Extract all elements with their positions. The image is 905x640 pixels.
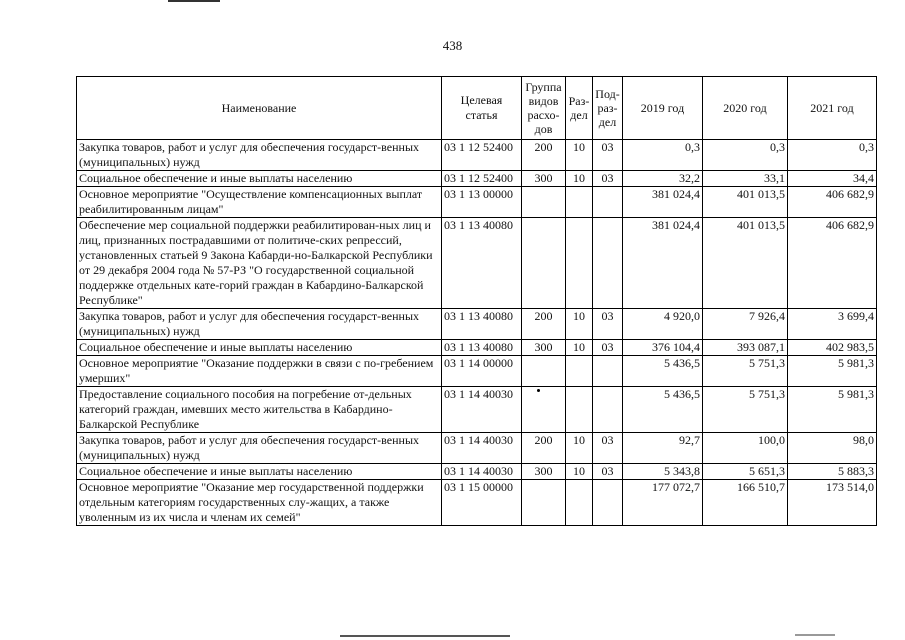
- row-subsection: [593, 356, 623, 387]
- row-code: 03 1 13 40080: [442, 309, 522, 340]
- row-code: 03 1 14 40030: [442, 433, 522, 464]
- row-2019: 376 104,4: [623, 340, 703, 356]
- table-row: [77, 356, 877, 387]
- row-name: Социальное обеспечение и иные выплаты населению: [77, 171, 442, 187]
- row-2019: 381 024,4: [623, 218, 703, 309]
- row-name: Социальное обеспечение и иные выплаты населению: [77, 464, 442, 480]
- row-code: 03 1 15 00000: [442, 480, 522, 526]
- row-2020: 401 013,5: [703, 187, 788, 218]
- row-2019: 4 920,0: [623, 309, 703, 340]
- scan-artifact-bottom: [340, 635, 510, 637]
- table-row: [77, 140, 877, 171]
- row-2021: 34,4: [788, 171, 877, 187]
- row-group: [522, 187, 566, 218]
- header-name: Наименование: [77, 77, 442, 140]
- row-2020: 5 651,3: [703, 464, 788, 480]
- row-section: 10: [566, 171, 593, 187]
- row-2021: 3 699,4: [788, 309, 877, 340]
- table-row: [77, 480, 877, 526]
- row-2019: 381 024,4: [623, 187, 703, 218]
- row-code: 03 1 12 52400: [442, 140, 522, 171]
- row-section: 10: [566, 464, 593, 480]
- header-2021: 2021 год: [788, 77, 877, 140]
- row-2019: 5 343,8: [623, 464, 703, 480]
- row-section: [566, 480, 593, 526]
- row-name: Основное мероприятие "Осуществление компенсационных выплат реабилитированным лицам": [77, 187, 442, 218]
- row-name: Социальное обеспечение и иные выплаты населению: [77, 340, 442, 356]
- row-subsection: 03: [593, 464, 623, 480]
- row-group: 300: [522, 464, 566, 480]
- row-2021: 406 682,9: [788, 187, 877, 218]
- row-group: [522, 218, 566, 309]
- row-2021: 98,0: [788, 433, 877, 464]
- row-2020: 100,0: [703, 433, 788, 464]
- header-target: Целевая статья: [442, 77, 522, 140]
- row-group: 200: [522, 433, 566, 464]
- row-section: 10: [566, 140, 593, 171]
- header-subsection: Под-раз-дел: [593, 77, 623, 140]
- row-name: Основное мероприятие "Оказание поддержки в связи с по-гребением умерших": [77, 356, 442, 387]
- row-section: [566, 187, 593, 218]
- row-section: [566, 356, 593, 387]
- table-row: [77, 387, 877, 433]
- header-2020: 2020 год: [703, 77, 788, 140]
- row-subsection: 03: [593, 140, 623, 171]
- row-2020: 5 751,3: [703, 387, 788, 433]
- row-2021: 173 514,0: [788, 480, 877, 526]
- row-subsection: 03: [593, 171, 623, 187]
- row-name: Основное мероприятие "Оказание мер государственной поддержки отдельным категориям государственных слу-жащих, а также уволенным из их числа и членам их семей": [77, 480, 442, 526]
- row-name: Закупка товаров, работ и услуг для обеспечения государст-венных (муниципальных) нужд: [77, 140, 442, 171]
- page-number: 438: [442, 38, 463, 53]
- row-2021: 0,3: [788, 140, 877, 171]
- row-subsection: [593, 387, 623, 433]
- row-section: 10: [566, 340, 593, 356]
- row-2020: 393 087,1: [703, 340, 788, 356]
- row-2019: 5 436,5: [623, 356, 703, 387]
- row-2019: 32,2: [623, 171, 703, 187]
- row-subsection: [593, 218, 623, 309]
- table-row: [77, 171, 877, 187]
- row-subsection: 03: [593, 433, 623, 464]
- row-2020: 7 926,4: [703, 309, 788, 340]
- row-name: Предоставление социального пособия на погребение от-дельных категорий граждан, имевших место жительства в Кабардино-Балкарской Республике: [77, 387, 442, 433]
- row-code: 03 1 13 40080: [442, 218, 522, 309]
- row-section: 10: [566, 309, 593, 340]
- row-code: 03 1 14 00000: [442, 356, 522, 387]
- row-name: Закупка товаров, работ и услуг для обеспечения государст-венных (муниципальных) нужд: [77, 433, 442, 464]
- row-2019: 0,3: [623, 140, 703, 171]
- budget-table: [76, 76, 877, 526]
- row-2021: 5 981,3: [788, 356, 877, 387]
- table-row: [77, 433, 877, 464]
- row-name: Закупка товаров, работ и услуг для обеспечения государст-венных (муниципальных) нужд: [77, 309, 442, 340]
- table-row: [77, 464, 877, 480]
- row-2019: 177 072,7: [623, 480, 703, 526]
- row-2019: 92,7: [623, 433, 703, 464]
- row-section: 10: [566, 433, 593, 464]
- scan-artifact-bottom-right: [795, 634, 835, 636]
- row-code: 03 1 13 40080: [442, 340, 522, 356]
- row-code: 03 1 14 40030: [442, 387, 522, 433]
- row-section: [566, 387, 593, 433]
- row-subsection: 03: [593, 340, 623, 356]
- row-group: 200: [522, 309, 566, 340]
- row-subsection: 03: [593, 309, 623, 340]
- row-name: Обеспечение мер социальной поддержки реабилитирован-ных лиц и лиц, признанных пострадавшими от политиче-ских репрессий, установленных статьей 9 Закона Кабарди-но-Балкарской Республики от 29 декабря 2004 года № 57-РЗ "О государственной социальной поддержке отдельных кате-горий граждан в Кабардино-Балкарской Республике": [77, 218, 442, 309]
- row-group: [522, 387, 566, 433]
- header-section: Раз-дел: [566, 77, 593, 140]
- row-2020: 5 751,3: [703, 356, 788, 387]
- row-group: 300: [522, 340, 566, 356]
- row-2020: 166 510,7: [703, 480, 788, 526]
- row-group: [522, 480, 566, 526]
- row-2020: 401 013,5: [703, 218, 788, 309]
- row-group: 300: [522, 171, 566, 187]
- row-2021: 402 983,5: [788, 340, 877, 356]
- row-2021: 406 682,9: [788, 218, 877, 309]
- header-2019: 2019 год: [623, 77, 703, 140]
- row-2021: 5 883,3: [788, 464, 877, 480]
- row-2019: 5 436,5: [623, 387, 703, 433]
- row-code: 03 1 14 40030: [442, 464, 522, 480]
- row-code: 03 1 13 00000: [442, 187, 522, 218]
- table-row: [77, 340, 877, 356]
- row-2021: 5 981,3: [788, 387, 877, 433]
- row-group: 200: [522, 140, 566, 171]
- header-group: Группа видов расхо-дов: [522, 77, 566, 140]
- scan-dot: [537, 389, 540, 392]
- row-subsection: [593, 480, 623, 526]
- table-row: [77, 309, 877, 340]
- row-section: [566, 218, 593, 309]
- row-group: [522, 356, 566, 387]
- row-2020: 33,1: [703, 171, 788, 187]
- row-code: 03 1 12 52400: [442, 171, 522, 187]
- row-2020: 0,3: [703, 140, 788, 171]
- table-row: [77, 187, 877, 218]
- table-row: [77, 218, 877, 309]
- table-header-row: [77, 77, 877, 140]
- scan-artifact-top: [168, 0, 220, 2]
- row-subsection: [593, 187, 623, 218]
